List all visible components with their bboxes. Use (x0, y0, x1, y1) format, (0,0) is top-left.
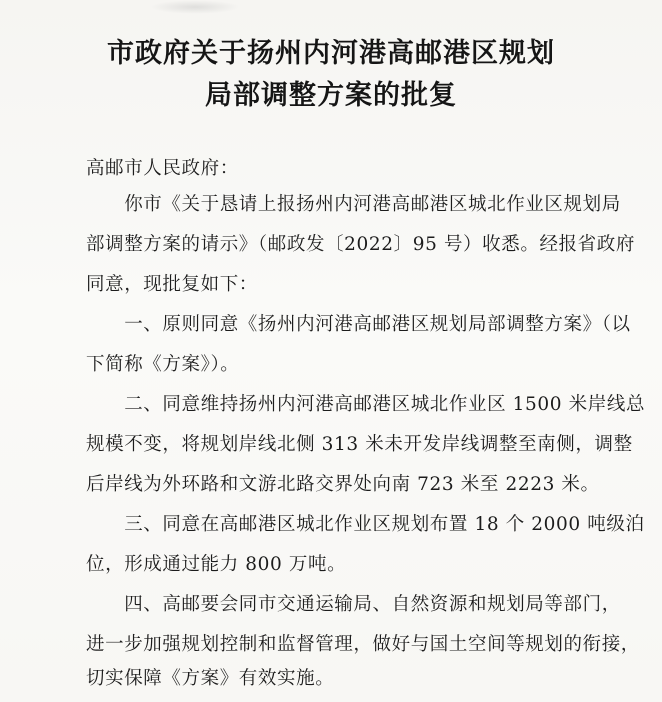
body-line: 位，形成通过能力 800 万吨。 (86, 554, 347, 575)
body-line: 进一步加强规划控制和监督管理，做好与国土空间等规划的衔接， (86, 634, 640, 655)
body-line: 一、原则同意《扬州内河港高邮港区规划局部调整方案》（以 (86, 314, 631, 335)
body-line: 部调整方案的请示》（邮政发〔2022〕95 号）收悉。经报省政府 (86, 234, 635, 255)
body-line: 后岸线为外环路和文游北路交界处向南 723 米至 2223 米。 (86, 474, 600, 495)
body-line: 规模不变，将规划岸线北侧 313 米未开发岸线调整至南侧，调整 (86, 434, 633, 455)
body-line: 你市《关于恳请上报扬州内河港高邮港区城北作业区规划局 (86, 194, 621, 215)
body-line: 二、同意维持扬州内河港高邮港区城北作业区 1500 米岸线总 (86, 394, 646, 415)
body-line: 四、高邮要会同市交通运输局、自然资源和规划局等部门， (86, 594, 621, 615)
salutation: 高邮市人民政府： (86, 158, 239, 179)
body-line: 下简称《方案》）。 (86, 354, 240, 375)
body-line: 切实保障《方案》有效实施。 (86, 668, 335, 689)
body-line: 三、同意在高邮港区城北作业区规划布置 18 个 2000 吨级泊 (86, 514, 645, 535)
scan-mark (150, 0, 240, 14)
document-title-line-2: 局部调整方案的批复 (205, 80, 457, 111)
body-line: 同意，现批复如下： (86, 274, 258, 295)
document-title-line-1: 市政府关于扬州内河港高邮港区规划 (107, 38, 555, 69)
